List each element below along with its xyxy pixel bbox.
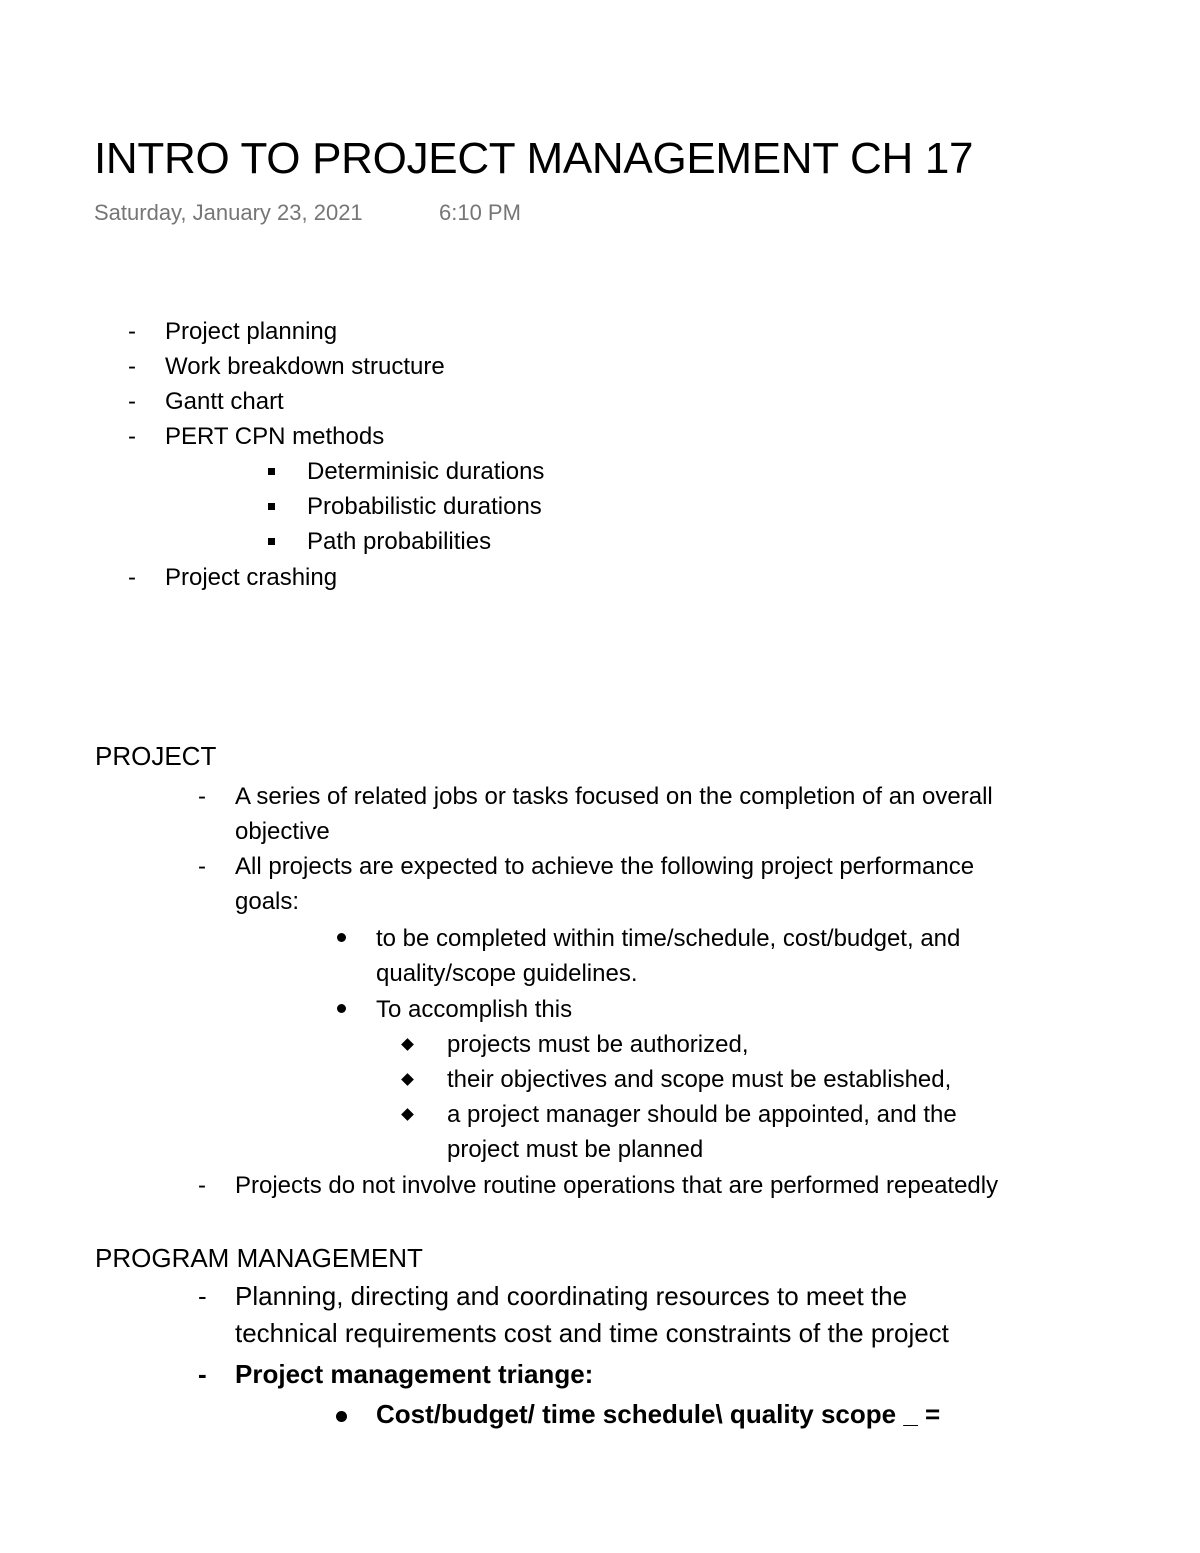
- outline-item-project-planning: Project planning: [165, 318, 338, 345]
- pert-sub-probabilistic: Probabilistic durations: [307, 493, 542, 520]
- round-bullet: [337, 933, 346, 942]
- outline-item-pert: PERT CPN methods: [165, 423, 385, 450]
- square-bullet: [268, 503, 275, 510]
- square-bullet: [268, 538, 275, 545]
- round-bullet: [337, 1004, 346, 1013]
- diamond-bullet: [401, 1038, 414, 1051]
- outline-item-gantt: Gantt chart: [165, 388, 284, 415]
- dash-bullet: -: [198, 853, 206, 880]
- project-goals-line1: All projects are expected to achieve the following project performance: [235, 853, 975, 880]
- step-objectives: their objectives and scope must be established,: [447, 1066, 952, 1093]
- dash-bullet: -: [198, 1172, 206, 1199]
- step-manager-line2: project must be planned: [447, 1136, 704, 1163]
- pert-sub-path: Path probabilities: [307, 528, 492, 555]
- program-definition-line2: technical requirements cost and time constraints of the project: [235, 1318, 949, 1348]
- triangle-item: Cost/budget/ time schedule\ quality scope _ =: [376, 1399, 941, 1429]
- goal-item-line2: quality/scope guidelines.: [376, 960, 638, 987]
- square-bullet: [268, 468, 275, 475]
- goal-item-line1: to be completed within time/schedule, cost/budget, and: [376, 925, 961, 952]
- section-heading-project: PROJECT: [95, 741, 217, 771]
- step-manager-line1: a project manager should be appointed, and the: [447, 1101, 957, 1128]
- program-definition-line1: Planning, directing and coordinating resources to meet the: [235, 1281, 908, 1311]
- page-title: INTRO TO PROJECT MANAGEMENT CH 17: [94, 134, 974, 183]
- triangle-heading: Project management triange:: [235, 1359, 594, 1389]
- dash-bullet: -: [198, 783, 206, 810]
- project-definition-line1: A series of related jobs or tasks focused on the completion of an overall: [235, 783, 993, 810]
- dash-bullet: -: [198, 1281, 207, 1311]
- dash-bullet: -: [128, 388, 136, 415]
- note-date: Saturday, January 23, 2021: [94, 200, 363, 225]
- section-heading-program-management: PROGRAM MANAGEMENT: [95, 1243, 423, 1273]
- step-authorized: projects must be authorized,: [447, 1031, 749, 1058]
- note-time: 6:10 PM: [439, 200, 521, 225]
- project-definition-line2: objective: [235, 818, 330, 845]
- round-bullet: [336, 1411, 347, 1422]
- diamond-bullet: [401, 1073, 414, 1086]
- dash-bullet: -: [128, 353, 136, 380]
- dash-bullet: -: [128, 423, 136, 450]
- project-goals-line2: goals:: [235, 888, 300, 915]
- outline-item-wbs: Work breakdown structure: [165, 353, 445, 380]
- dash-bullet: -: [128, 318, 136, 345]
- dash-bullet: -: [128, 564, 136, 591]
- goal-item-accomplish: To accomplish this: [376, 996, 573, 1023]
- project-routine-note: Projects do not involve routine operations that are performed repeatedly: [235, 1172, 999, 1199]
- dash-bullet: -: [198, 1359, 207, 1389]
- outline-item-crashing: Project crashing: [165, 564, 338, 591]
- diamond-bullet: [401, 1108, 414, 1121]
- pert-sub-deterministic: Determinisic durations: [307, 458, 545, 485]
